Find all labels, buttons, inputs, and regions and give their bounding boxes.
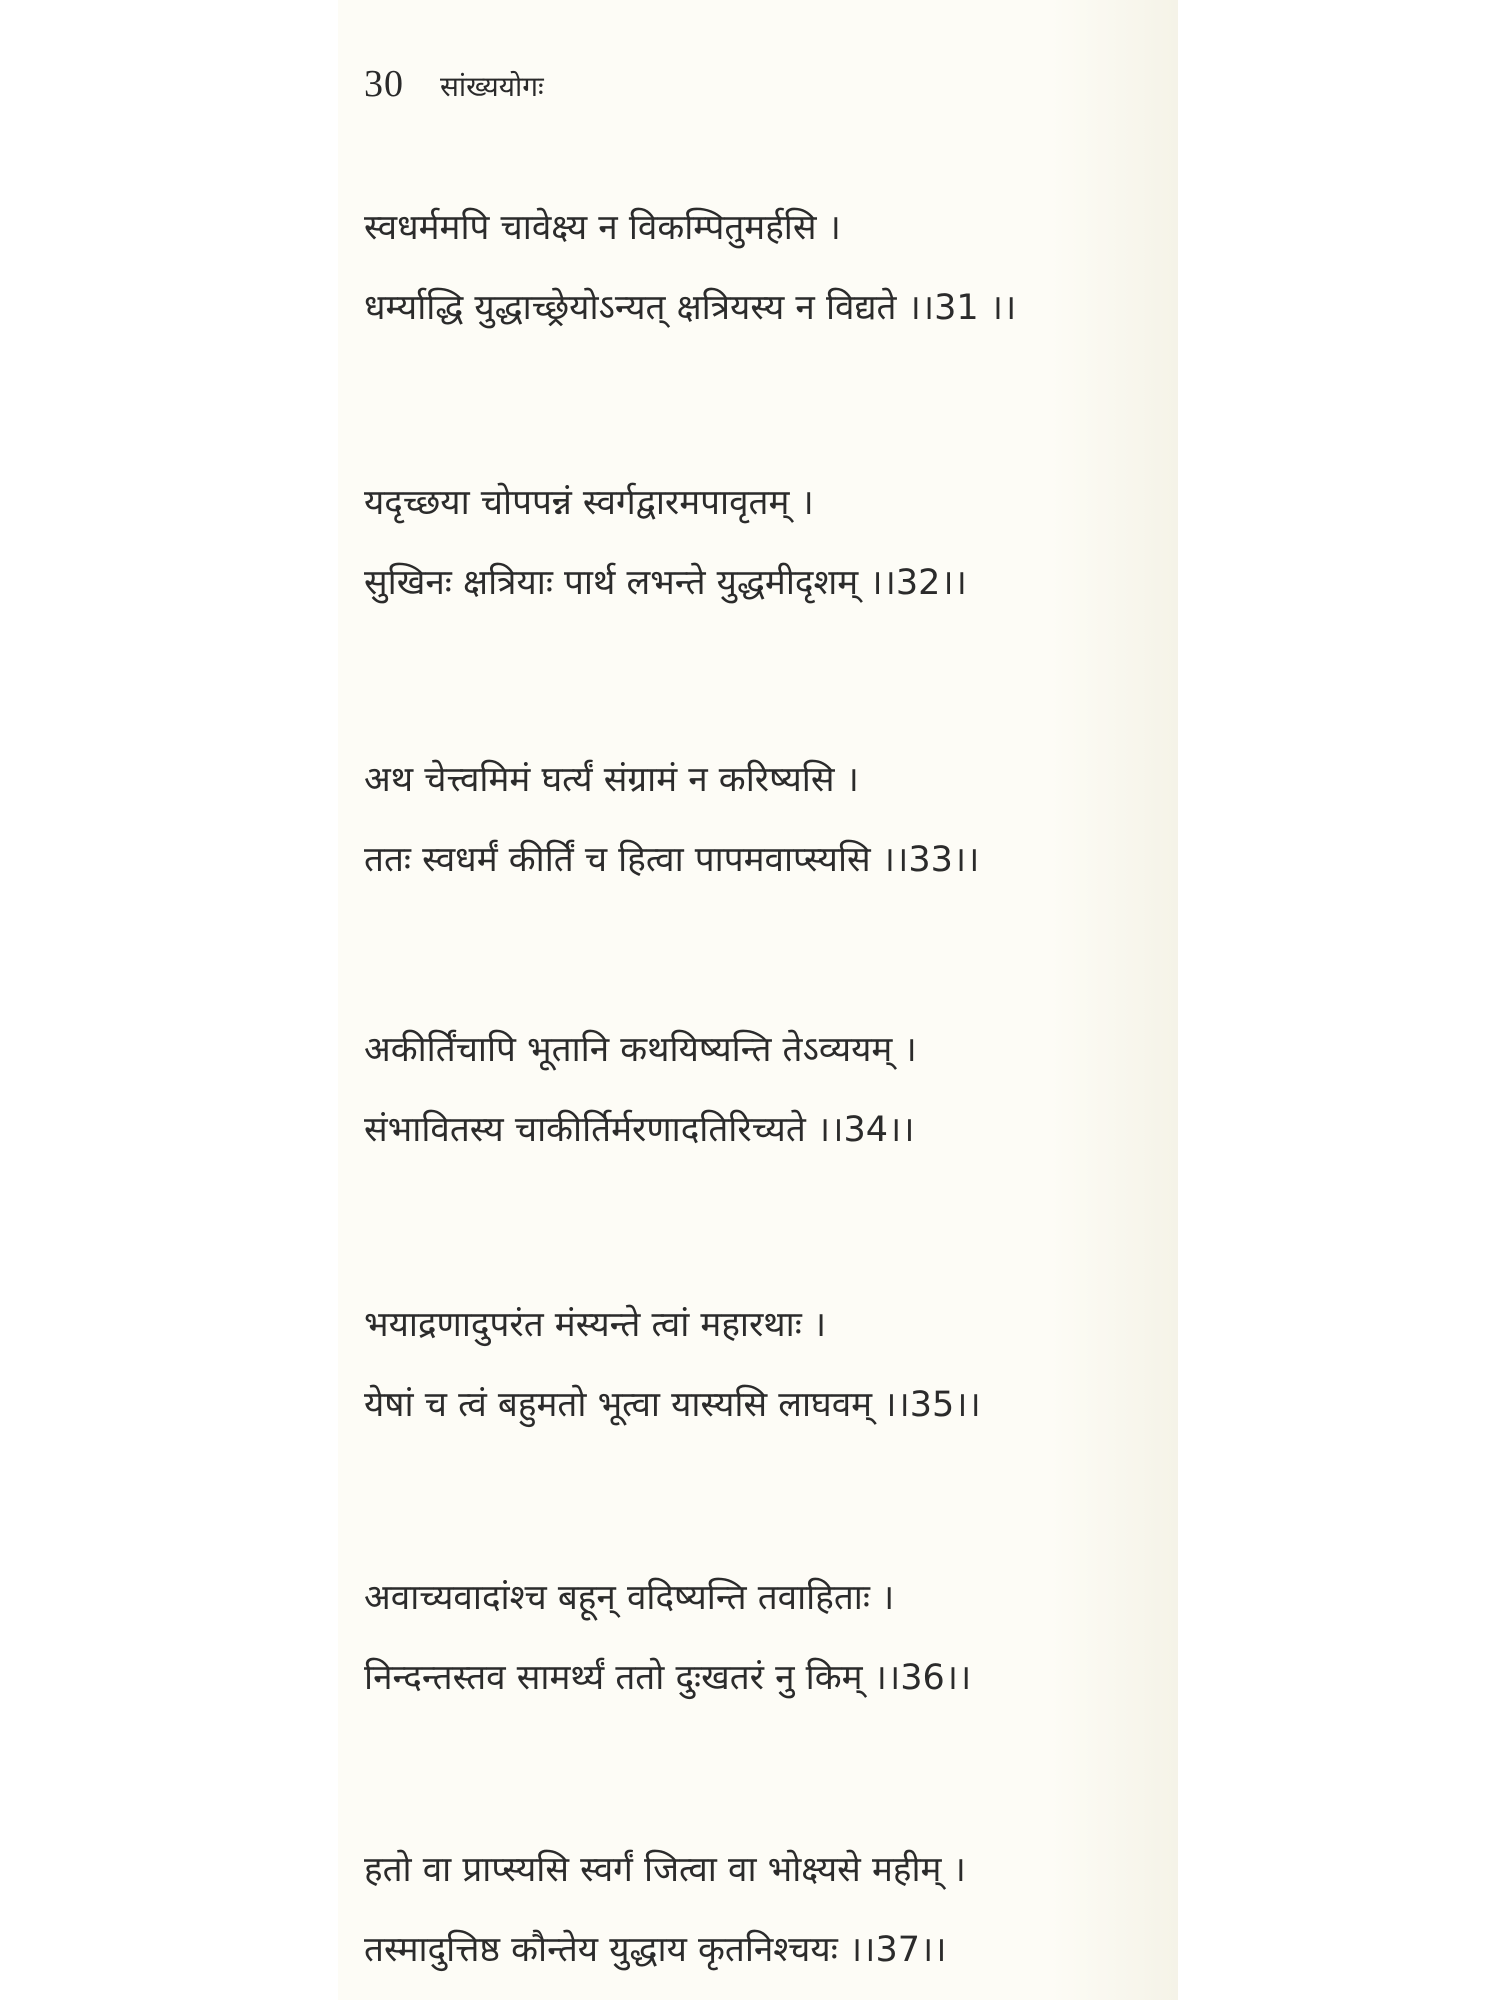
verse-37 [364,1830,1164,1990]
verse-line: यदृच्छया चोपपन्नं स्वर्गद्वारमपावृतम् । [364,483,814,523]
verse-line: तस्मादुत्तिष्ठ कौन्तेय युद्धाय कृतनिश्चयः ।।37।। [364,1930,947,1970]
verse-line: ततः स्वधर्मं कीर्तिं च हित्वा पापमवाप्स्यसि ।।33।। [364,840,980,880]
verse-line: स्वधर्ममपि चावेक्ष्य न विकम्पितुमर्हसि । [364,208,841,248]
verse-31 [364,188,1164,348]
verse-35 [364,1285,1164,1445]
running-title: सांख्ययोगः [440,70,544,103]
verse-line: अवाच्यवादांश्च बहून् वदिष्यन्ति तवाहिताः । [364,1578,895,1618]
verse-line: अकीर्तिंचापि भूतानि कथयिष्यन्ति तेऽव्ययम् । [364,1030,917,1070]
verse-line: संभावितस्य चाकीर्तिर्मरणादतिरिच्यते ।।34।। [364,1110,915,1150]
page-header [364,62,544,112]
verse-34 [364,1010,1164,1170]
verse-line: अथ चेत्त्वमिमं घर्त्यं संग्रामं न करिष्यसि । [364,760,859,800]
verse-line: धर्म्याद्धि युद्धाच्छ्रेयोऽन्यत् क्षत्रियस्य न विद्यते ।।31 ।। [364,288,1017,328]
verse-32 [364,463,1164,623]
verse-line: हतो वा प्राप्स्यसि स्वर्गं जित्वा वा भोक्ष्यसे महीम् । [364,1850,966,1890]
verse-line: सुखिनः क्षत्रियाः पार्थ लभन्ते युद्धमीदृशम् ।।32।। [364,563,967,603]
verse-line: भयाद्रणादुपरंत मंस्यन्ते त्वां महारथाः । [364,1305,827,1345]
page-number: 30 [364,63,404,105]
verse-line: निन्दन्तस्तव सामर्थ्यं ततो दुःखतरं नु किम् ।।36।। [364,1658,972,1698]
verse-line: येषां च त्वं बहुमतो भूत्वा यास्यसि लाघवम् ।।35।। [364,1385,981,1425]
verse-33 [364,740,1164,900]
verse-36 [364,1558,1164,1718]
